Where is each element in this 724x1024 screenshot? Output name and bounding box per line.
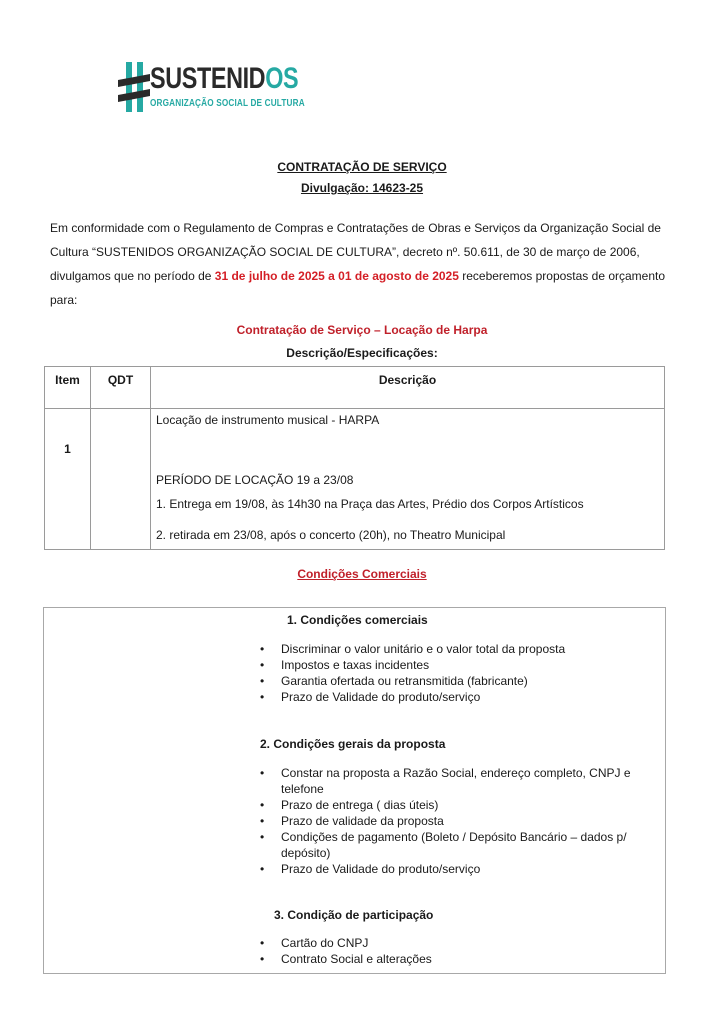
logo-tagline: ORGANIZAÇÃO SOCIAL DE CULTURA [150, 98, 305, 109]
item-number: 1 [45, 409, 91, 550]
section-title-participation: 3. Condição de participação [274, 908, 434, 922]
hash-sharp-icon [118, 62, 150, 112]
list-item: • Impostos e taxas incidentes [260, 657, 640, 673]
participation-conditions-list [260, 935, 640, 967]
items-table [44, 366, 665, 550]
description-line: Locação de instrumento musical - HARPA [156, 413, 380, 427]
item-description [151, 409, 665, 550]
description-line: PERÍODO DE LOCAÇÃO 19 a 23/08 [156, 473, 354, 487]
list-item: • Constar na proposta a Razão Social, endereço completo, CNPJ e telefone [260, 765, 640, 797]
section-title-commercial: 1. Condições comerciais [287, 613, 428, 627]
list-item: • Condições de pagamento (Boleto / Depósito Bancário – dados p/ depósito) [260, 829, 640, 861]
table-row [45, 409, 665, 550]
list-item: • Prazo de entrega ( dias úteis) [260, 797, 640, 813]
proposal-period: 31 de julho de 2025 a 01 de agosto de 2025 [214, 269, 459, 283]
service-title: Contratação de Serviço – Locação de Harpa [236, 323, 488, 337]
commercial-conditions-list [260, 641, 640, 705]
list-item: • Prazo de validade da proposta [260, 813, 640, 829]
intro-text-start: Em conformidade com o Regulamento de Compras e Contratações de Obras e Serviços da Organização Social de Cultura “SUSTENIDOS ORGANIZAÇÃO SOCIAL DE CULTURA”, decreto nº. 50.611, de 30 de março de 2006, divulgamos que no período de [50, 221, 661, 283]
document-title: CONTRATAÇÃO DE SERVIÇO [277, 160, 447, 174]
column-header-description: Descrição [151, 367, 665, 409]
document-subtitle: Divulgação: 14623-25 [300, 181, 424, 195]
conditions-title: Condições Comerciais [297, 567, 427, 581]
column-header-item: Item [45, 367, 91, 409]
description-line: 1. Entrega em 19/08, às 14h30 na Praça das Artes, Prédio dos Corpos Artísticos [156, 497, 584, 511]
table-header-row [45, 367, 665, 409]
list-item: • Contrato Social e alterações [260, 951, 640, 967]
logo-name-dark: SUSTENID [150, 62, 266, 95]
spec-label: Descrição/Especificações: [286, 346, 438, 360]
conditions-box [43, 607, 666, 974]
intro-paragraph [50, 216, 680, 312]
logo-name-teal: OS [265, 62, 299, 95]
section-title-general: 2. Condições gerais da proposta [260, 737, 446, 751]
list-item: • Discriminar o valor unitário e o valor total da proposta [260, 641, 640, 657]
list-item: • Garantia ofertada ou retransmitida (fabricante) [260, 673, 640, 689]
intro-text-end: receberemos propostas de orçamento para: [50, 269, 666, 307]
item-quantity [91, 409, 151, 550]
list-item: • Prazo de Validade do produto/serviço [260, 689, 640, 705]
list-item: • Prazo de Validade do produto/serviço [260, 861, 640, 877]
description-line: 2. retirada em 23/08, após o concerto (20h), no Theatro Municipal [156, 528, 506, 542]
general-conditions-list [260, 765, 640, 877]
list-item: • Cartão do CNPJ [260, 935, 640, 951]
column-header-qdt: QDT [91, 367, 151, 409]
logo-wordmark [150, 62, 298, 96]
